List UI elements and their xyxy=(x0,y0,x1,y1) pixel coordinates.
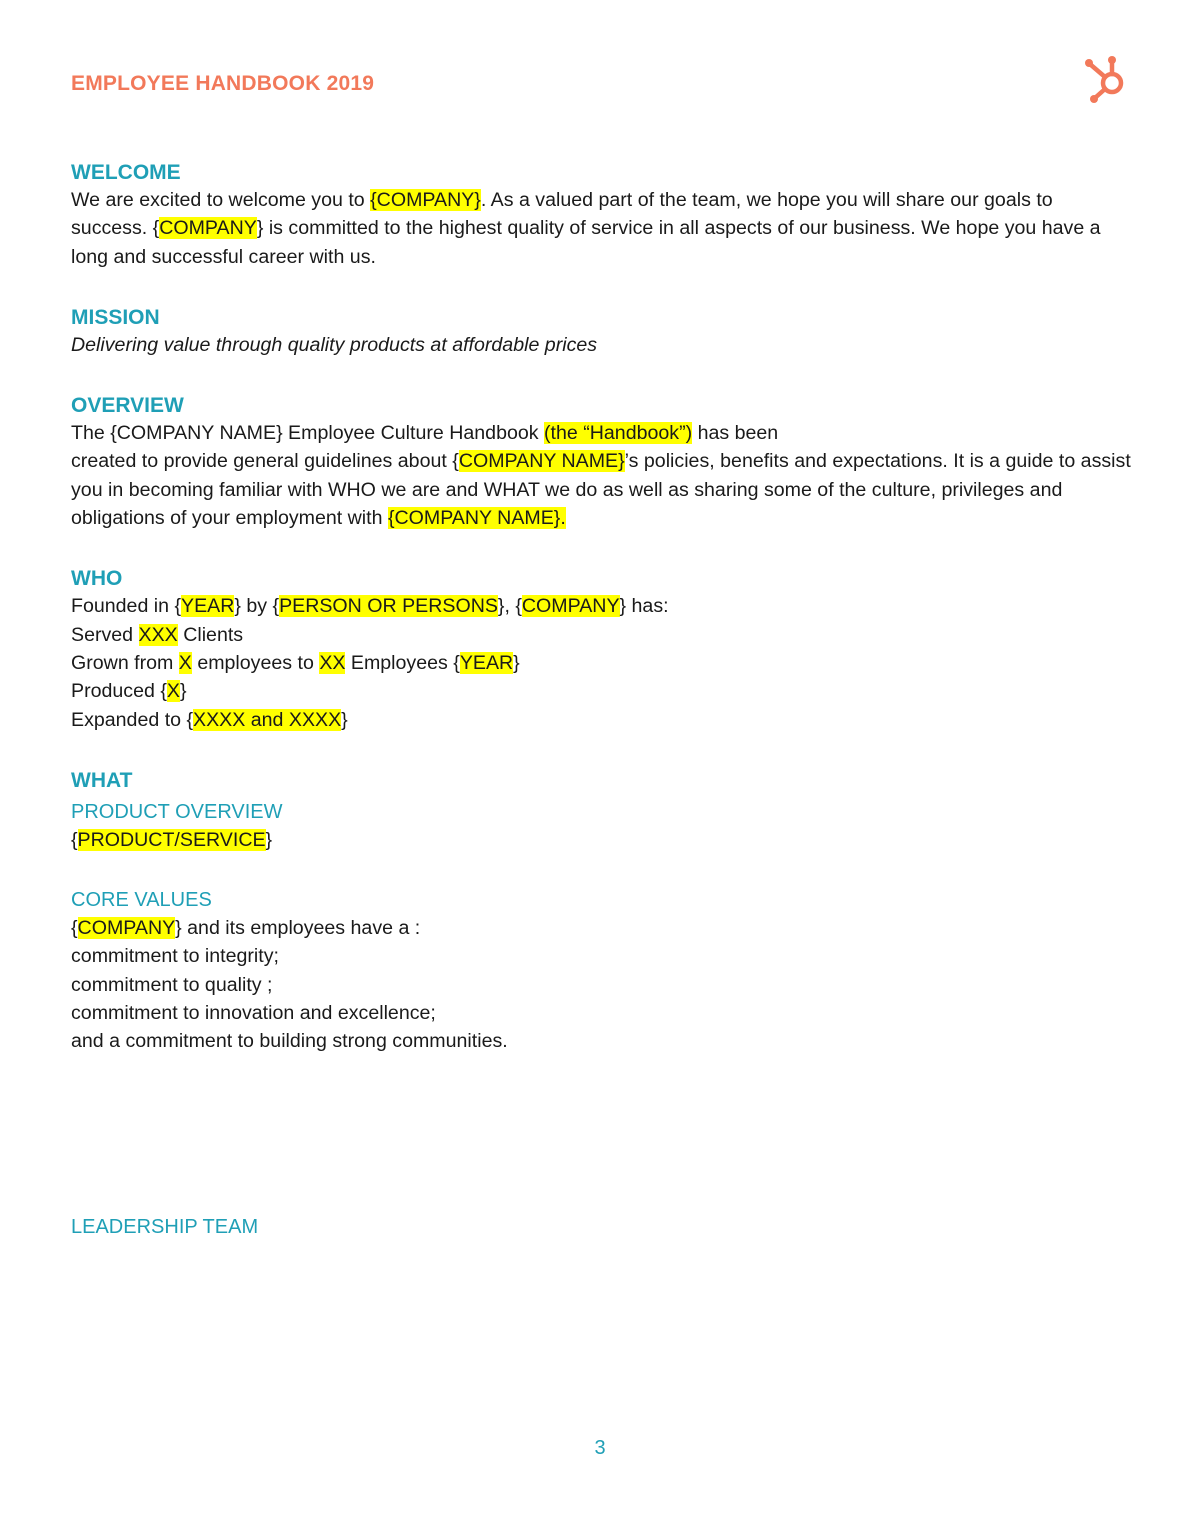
placeholder-highlight: COMPANY NAME} xyxy=(458,450,625,473)
core-values-heading: CORE VALUES xyxy=(71,889,212,912)
placeholder-highlight: {COMPANY} xyxy=(370,189,481,211)
text: } and its employees have a : xyxy=(175,917,421,940)
placeholder-highlight: XX xyxy=(319,651,346,674)
text: Employees { xyxy=(345,651,460,674)
core-value-item: and a commitment to building strong communities. xyxy=(71,1030,508,1053)
what-heading: WHAT xyxy=(71,768,133,792)
page-number: 3 xyxy=(594,1437,606,1459)
placeholder-highlight: COMPANY xyxy=(77,917,176,940)
placeholder-highlight: {COMPANY NAME}. xyxy=(387,507,566,530)
who-heading: WHO xyxy=(71,567,123,591)
text: } xyxy=(179,680,187,703)
text: Expanded to { xyxy=(71,708,194,731)
core-value-item: commitment to innovation and excellence; xyxy=(71,1002,436,1025)
text: Clients xyxy=(177,623,244,646)
mission-section xyxy=(71,305,1131,359)
overview-heading: OVERVIEW xyxy=(71,394,184,418)
text: } xyxy=(265,828,273,851)
placeholder-highlight: PERSON OR PERSONS xyxy=(279,595,498,618)
text: created to provide general guidelines about { xyxy=(71,450,459,473)
text: { xyxy=(71,917,78,940)
text: }, { xyxy=(497,595,522,618)
text: } by { xyxy=(234,595,280,618)
who-founded-line xyxy=(71,592,1131,620)
core-values-intro xyxy=(71,914,1131,942)
placeholder-highlight: XXX xyxy=(138,623,178,646)
placeholder-highlight: COMPANY xyxy=(521,595,620,618)
welcome-heading: WELCOME xyxy=(71,161,181,184)
welcome-section xyxy=(71,160,1131,271)
mission-statement: Delivering value through quality products at affordable prices xyxy=(71,333,598,356)
text: Produced { xyxy=(71,680,167,703)
product-overview-heading: PRODUCT OVERVIEW xyxy=(71,800,283,823)
welcome-paragraph xyxy=(71,186,1131,271)
core-value-item: commitment to integrity; xyxy=(71,945,279,968)
placeholder-highlight: XXXX and XXXX xyxy=(193,708,342,731)
placeholder-highlight: PRODUCT/SERVICE xyxy=(77,828,266,851)
leadership-team-heading: LEADERSHIP TEAM xyxy=(71,1216,259,1238)
placeholder-highlight: (the “Handbook”) xyxy=(544,422,693,445)
text: Grown from xyxy=(71,651,179,674)
overview-section xyxy=(71,393,1131,532)
core-value-item: commitment to quality ; xyxy=(71,973,273,996)
text: ’s policies, benefits and expectations. It is a guide to assist you in becoming familiar with WHO we are and WHAT we do as well as sharing some of the culture, privileges and obligations of your employment with xyxy=(71,450,1131,530)
mission-heading: MISSION xyxy=(71,305,160,329)
text: . As a valued part of the team, we hope you will share our goals to success. { xyxy=(71,189,1053,240)
placeholder-highlight: COMPANY xyxy=(159,217,257,240)
text: has been xyxy=(692,422,779,445)
placeholder-highlight: YEAR xyxy=(181,595,235,618)
who-grown-line xyxy=(71,649,1131,677)
text: } is committed to the highest quality of service in all aspects of our business. We hope you have a long and successful career with us. xyxy=(71,217,1101,268)
text: The {COMPANY NAME} Employee Culture Handbook xyxy=(71,422,545,445)
text: } has: xyxy=(619,595,669,618)
overview-line xyxy=(71,419,1131,447)
who-section xyxy=(71,566,1131,733)
overview-paragraph xyxy=(71,447,1131,532)
who-expanded-line xyxy=(71,706,1131,734)
text: { xyxy=(71,828,78,851)
who-produced-line xyxy=(71,677,1131,705)
text: Founded in { xyxy=(71,595,182,618)
text: Served xyxy=(71,623,139,646)
text: } xyxy=(341,708,348,731)
document-body xyxy=(71,160,1131,1090)
placeholder-highlight: X xyxy=(178,651,192,674)
what-section xyxy=(71,768,1131,1056)
placeholder-highlight: YEAR xyxy=(459,651,514,674)
text: We are excited to welcome you to xyxy=(71,189,371,211)
placeholder-highlight: X xyxy=(166,680,180,703)
text: } xyxy=(513,651,520,674)
text: employees to xyxy=(191,651,320,674)
who-served-line xyxy=(71,621,1131,649)
hubspot-sprocket-icon xyxy=(1082,54,1132,104)
product-line xyxy=(71,826,1131,854)
document-title: EMPLOYEE HANDBOOK 2019 xyxy=(71,72,375,95)
